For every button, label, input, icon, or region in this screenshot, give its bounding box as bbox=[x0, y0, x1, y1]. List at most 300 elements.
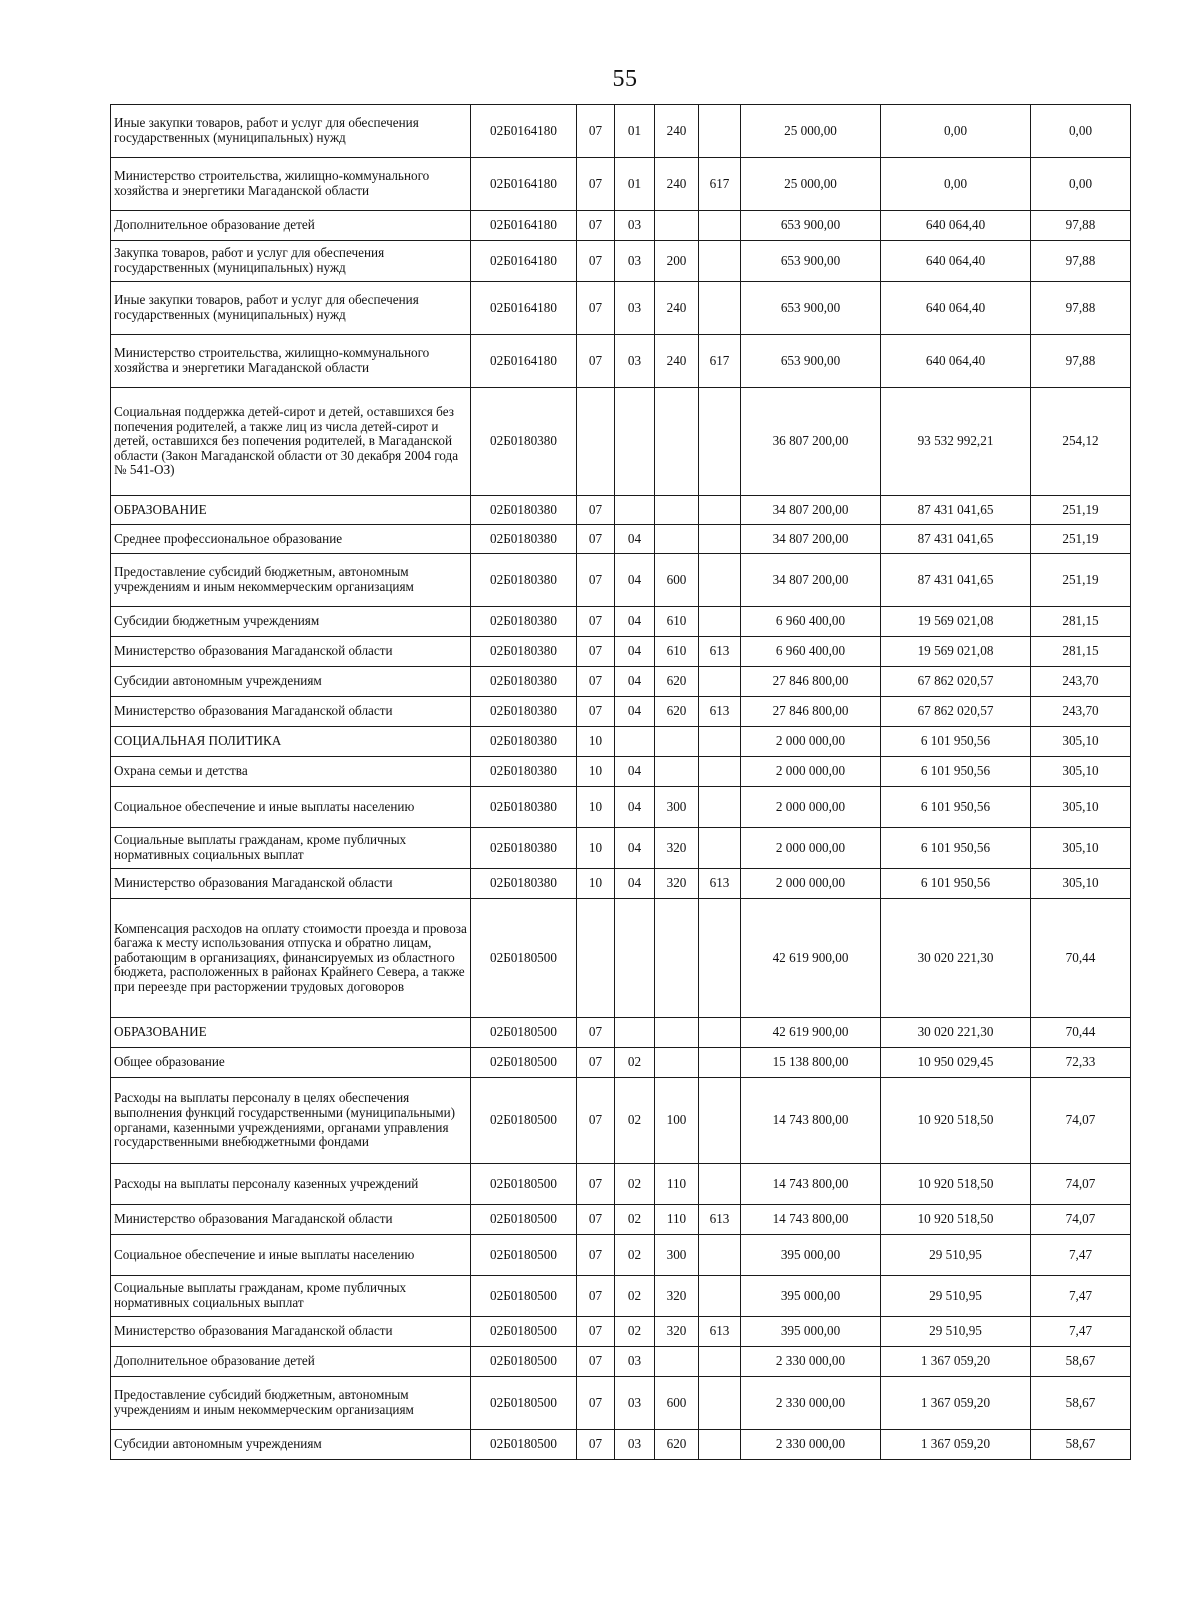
cell-administrator bbox=[699, 667, 741, 697]
cell-section: 07 bbox=[577, 1430, 615, 1460]
cell-name: Министерство образования Магаданской области bbox=[111, 637, 471, 667]
table-row bbox=[111, 525, 1131, 554]
table-row bbox=[111, 158, 1131, 211]
cell-execution-percent: 305,10 bbox=[1031, 828, 1131, 869]
cell-subsection: 03 bbox=[615, 241, 655, 282]
cell-actual-amount: 6 101 950,56 bbox=[881, 869, 1031, 899]
cell-section: 07 bbox=[577, 105, 615, 158]
cell-execution-percent: 70,44 bbox=[1031, 899, 1131, 1018]
cell-planned-amount: 27 846 800,00 bbox=[741, 697, 881, 727]
cell-expense-type bbox=[655, 496, 699, 525]
cell-target-article: 02Б0180380 bbox=[471, 697, 577, 727]
cell-administrator: 613 bbox=[699, 869, 741, 899]
cell-name: ОБРАЗОВАНИЕ bbox=[111, 496, 471, 525]
cell-planned-amount: 14 743 800,00 bbox=[741, 1078, 881, 1164]
cell-expense-type: 200 bbox=[655, 241, 699, 282]
cell-name: Расходы на выплаты персоналу в целях обеспечения выполнения функций государственными (муниципальными) органами, казенными учреждениями, органами управления государственными внебюджетными фондами bbox=[111, 1078, 471, 1164]
cell-planned-amount: 15 138 800,00 bbox=[741, 1048, 881, 1078]
cell-target-article: 02Б0180380 bbox=[471, 727, 577, 757]
cell-actual-amount: 6 101 950,56 bbox=[881, 828, 1031, 869]
cell-actual-amount: 0,00 bbox=[881, 105, 1031, 158]
cell-target-article: 02Б0180500 bbox=[471, 1235, 577, 1276]
cell-section: 10 bbox=[577, 787, 615, 828]
cell-planned-amount: 2 000 000,00 bbox=[741, 828, 881, 869]
cell-expense-type: 610 bbox=[655, 607, 699, 637]
cell-administrator: 617 bbox=[699, 158, 741, 211]
cell-section: 07 bbox=[577, 637, 615, 667]
cell-target-article: 02Б0180380 bbox=[471, 757, 577, 787]
cell-section: 07 bbox=[577, 1235, 615, 1276]
cell-administrator bbox=[699, 554, 741, 607]
table-row bbox=[111, 787, 1131, 828]
cell-subsection: 01 bbox=[615, 105, 655, 158]
cell-expense-type: 240 bbox=[655, 335, 699, 388]
cell-name: Иные закупки товаров, работ и услуг для обеспечения государственных (муниципальных) нужд bbox=[111, 105, 471, 158]
cell-actual-amount: 1 367 059,20 bbox=[881, 1430, 1031, 1460]
cell-expense-type: 100 bbox=[655, 1078, 699, 1164]
cell-execution-percent: 0,00 bbox=[1031, 158, 1131, 211]
cell-section: 07 bbox=[577, 158, 615, 211]
cell-actual-amount: 19 569 021,08 bbox=[881, 607, 1031, 637]
cell-target-article: 02Б0180380 bbox=[471, 637, 577, 667]
cell-expense-type bbox=[655, 757, 699, 787]
cell-planned-amount: 36 807 200,00 bbox=[741, 388, 881, 496]
cell-target-article: 02Б0164180 bbox=[471, 105, 577, 158]
cell-target-article: 02Б0180500 bbox=[471, 1048, 577, 1078]
cell-actual-amount: 640 064,40 bbox=[881, 211, 1031, 241]
cell-expense-type: 320 bbox=[655, 1276, 699, 1317]
cell-section: 07 bbox=[577, 335, 615, 388]
cell-planned-amount: 34 807 200,00 bbox=[741, 554, 881, 607]
cell-actual-amount: 93 532 992,21 bbox=[881, 388, 1031, 496]
cell-section: 10 bbox=[577, 869, 615, 899]
cell-execution-percent: 7,47 bbox=[1031, 1276, 1131, 1317]
table-row bbox=[111, 757, 1131, 787]
cell-subsection: 03 bbox=[615, 1377, 655, 1430]
cell-subsection: 04 bbox=[615, 637, 655, 667]
cell-section: 07 bbox=[577, 282, 615, 335]
cell-target-article: 02Б0180500 bbox=[471, 1377, 577, 1430]
cell-planned-amount: 653 900,00 bbox=[741, 335, 881, 388]
cell-planned-amount: 395 000,00 bbox=[741, 1276, 881, 1317]
table-row bbox=[111, 1205, 1131, 1235]
cell-actual-amount: 30 020 221,30 bbox=[881, 1018, 1031, 1048]
cell-execution-percent: 243,70 bbox=[1031, 697, 1131, 727]
cell-actual-amount: 30 020 221,30 bbox=[881, 899, 1031, 1018]
cell-execution-percent: 97,88 bbox=[1031, 335, 1131, 388]
cell-execution-percent: 58,67 bbox=[1031, 1377, 1131, 1430]
cell-name: Субсидии автономным учреждениям bbox=[111, 1430, 471, 1460]
cell-administrator bbox=[699, 1347, 741, 1377]
cell-target-article: 02Б0180500 bbox=[471, 1078, 577, 1164]
cell-administrator bbox=[699, 525, 741, 554]
cell-subsection: 03 bbox=[615, 1347, 655, 1377]
cell-section bbox=[577, 899, 615, 1018]
cell-execution-percent: 74,07 bbox=[1031, 1205, 1131, 1235]
cell-subsection: 04 bbox=[615, 787, 655, 828]
cell-target-article: 02Б0180500 bbox=[471, 899, 577, 1018]
cell-administrator: 613 bbox=[699, 637, 741, 667]
cell-administrator bbox=[699, 1377, 741, 1430]
table-row bbox=[111, 241, 1131, 282]
cell-subsection: 02 bbox=[615, 1317, 655, 1347]
cell-execution-percent: 281,15 bbox=[1031, 607, 1131, 637]
cell-administrator bbox=[699, 828, 741, 869]
cell-planned-amount: 25 000,00 bbox=[741, 105, 881, 158]
cell-section: 10 bbox=[577, 757, 615, 787]
cell-administrator bbox=[699, 282, 741, 335]
cell-name: Иные закупки товаров, работ и услуг для обеспечения государственных (муниципальных) нужд bbox=[111, 282, 471, 335]
cell-planned-amount: 395 000,00 bbox=[741, 1235, 881, 1276]
cell-planned-amount: 653 900,00 bbox=[741, 241, 881, 282]
cell-actual-amount: 10 950 029,45 bbox=[881, 1048, 1031, 1078]
table-row bbox=[111, 697, 1131, 727]
cell-planned-amount: 14 743 800,00 bbox=[741, 1164, 881, 1205]
cell-section: 07 bbox=[577, 1078, 615, 1164]
table-row bbox=[111, 637, 1131, 667]
cell-target-article: 02Б0180380 bbox=[471, 787, 577, 828]
cell-administrator bbox=[699, 607, 741, 637]
cell-planned-amount: 6 960 400,00 bbox=[741, 637, 881, 667]
cell-target-article: 02Б0180500 bbox=[471, 1164, 577, 1205]
cell-administrator bbox=[699, 1048, 741, 1078]
cell-name: Расходы на выплаты персоналу казенных учреждений bbox=[111, 1164, 471, 1205]
cell-section: 07 bbox=[577, 1317, 615, 1347]
table-row bbox=[111, 1235, 1131, 1276]
cell-execution-percent: 7,47 bbox=[1031, 1235, 1131, 1276]
cell-subsection: 04 bbox=[615, 869, 655, 899]
cell-execution-percent: 305,10 bbox=[1031, 757, 1131, 787]
cell-execution-percent: 97,88 bbox=[1031, 241, 1131, 282]
cell-actual-amount: 1 367 059,20 bbox=[881, 1347, 1031, 1377]
cell-actual-amount: 6 101 950,56 bbox=[881, 727, 1031, 757]
table-row bbox=[111, 667, 1131, 697]
cell-name: ОБРАЗОВАНИЕ bbox=[111, 1018, 471, 1048]
cell-subsection: 04 bbox=[615, 525, 655, 554]
cell-planned-amount: 2 000 000,00 bbox=[741, 869, 881, 899]
table-row bbox=[111, 554, 1131, 607]
cell-planned-amount: 42 619 900,00 bbox=[741, 899, 881, 1018]
cell-name: Закупка товаров, работ и услуг для обеспечения государственных (муниципальных) нужд bbox=[111, 241, 471, 282]
cell-administrator bbox=[699, 241, 741, 282]
cell-section: 07 bbox=[577, 667, 615, 697]
cell-planned-amount: 6 960 400,00 bbox=[741, 607, 881, 637]
cell-name: Министерство образования Магаданской области bbox=[111, 1205, 471, 1235]
cell-actual-amount: 87 431 041,65 bbox=[881, 554, 1031, 607]
cell-name: Субсидии автономным учреждениям bbox=[111, 667, 471, 697]
cell-administrator bbox=[699, 388, 741, 496]
cell-expense-type: 110 bbox=[655, 1205, 699, 1235]
cell-subsection bbox=[615, 388, 655, 496]
cell-expense-type: 320 bbox=[655, 869, 699, 899]
table-row bbox=[111, 1377, 1131, 1430]
table-row bbox=[111, 1078, 1131, 1164]
table-row bbox=[111, 828, 1131, 869]
cell-section: 07 bbox=[577, 607, 615, 637]
cell-target-article: 02Б0180380 bbox=[471, 828, 577, 869]
cell-administrator bbox=[699, 899, 741, 1018]
cell-administrator: 613 bbox=[699, 1205, 741, 1235]
cell-execution-percent: 251,19 bbox=[1031, 554, 1131, 607]
cell-execution-percent: 74,07 bbox=[1031, 1078, 1131, 1164]
cell-actual-amount: 87 431 041,65 bbox=[881, 525, 1031, 554]
cell-expense-type bbox=[655, 388, 699, 496]
cell-expense-type: 600 bbox=[655, 1377, 699, 1430]
cell-execution-percent: 72,33 bbox=[1031, 1048, 1131, 1078]
cell-name: Дополнительное образование детей bbox=[111, 1347, 471, 1377]
cell-name: Министерство строительства, жилищно-коммунального хозяйства и энергетики Магаданской области bbox=[111, 335, 471, 388]
table-row bbox=[111, 1430, 1131, 1460]
table-row bbox=[111, 869, 1131, 899]
cell-target-article: 02Б0180500 bbox=[471, 1018, 577, 1048]
table-row bbox=[111, 1164, 1131, 1205]
table-body bbox=[111, 105, 1131, 1460]
table-row bbox=[111, 282, 1131, 335]
table-row bbox=[111, 727, 1131, 757]
cell-actual-amount: 0,00 bbox=[881, 158, 1031, 211]
cell-actual-amount: 1 367 059,20 bbox=[881, 1377, 1031, 1430]
cell-subsection: 02 bbox=[615, 1078, 655, 1164]
cell-name: Социальная поддержка детей-сирот и детей, оставшихся без попечения родителей, а также лиц из числа детей-сирот и детей, оставшихся без попечения родителей, в Магаданской области (Закон Магаданской области от 30 декабря 2004 года № 541-ОЗ) bbox=[111, 388, 471, 496]
cell-subsection: 01 bbox=[615, 158, 655, 211]
cell-target-article: 02Б0180380 bbox=[471, 388, 577, 496]
cell-expense-type: 240 bbox=[655, 282, 699, 335]
cell-subsection: 03 bbox=[615, 1430, 655, 1460]
cell-planned-amount: 27 846 800,00 bbox=[741, 667, 881, 697]
cell-section: 07 bbox=[577, 554, 615, 607]
cell-execution-percent: 0,00 bbox=[1031, 105, 1131, 158]
cell-subsection: 03 bbox=[615, 211, 655, 241]
cell-expense-type: 620 bbox=[655, 697, 699, 727]
cell-name: Министерство образования Магаданской области bbox=[111, 697, 471, 727]
cell-target-article: 02Б0180380 bbox=[471, 667, 577, 697]
cell-actual-amount: 6 101 950,56 bbox=[881, 787, 1031, 828]
cell-section: 07 bbox=[577, 1347, 615, 1377]
cell-actual-amount: 640 064,40 bbox=[881, 241, 1031, 282]
cell-subsection: 04 bbox=[615, 697, 655, 727]
cell-execution-percent: 281,15 bbox=[1031, 637, 1131, 667]
cell-section: 07 bbox=[577, 525, 615, 554]
table-row bbox=[111, 1317, 1131, 1347]
cell-subsection: 02 bbox=[615, 1205, 655, 1235]
cell-target-article: 02Б0180380 bbox=[471, 554, 577, 607]
cell-expense-type: 240 bbox=[655, 105, 699, 158]
cell-section: 07 bbox=[577, 496, 615, 525]
cell-name: Социальное обеспечение и иные выплаты населению bbox=[111, 1235, 471, 1276]
cell-target-article: 02Б0164180 bbox=[471, 211, 577, 241]
cell-name: Среднее профессиональное образование bbox=[111, 525, 471, 554]
cell-expense-type: 240 bbox=[655, 158, 699, 211]
cell-subsection: 04 bbox=[615, 607, 655, 637]
cell-target-article: 02Б0180500 bbox=[471, 1347, 577, 1377]
cell-administrator bbox=[699, 105, 741, 158]
cell-subsection: 03 bbox=[615, 282, 655, 335]
cell-subsection: 02 bbox=[615, 1276, 655, 1317]
cell-execution-percent: 305,10 bbox=[1031, 787, 1131, 828]
cell-planned-amount: 2 330 000,00 bbox=[741, 1377, 881, 1430]
cell-target-article: 02Б0164180 bbox=[471, 158, 577, 211]
cell-subsection: 04 bbox=[615, 828, 655, 869]
cell-subsection: 04 bbox=[615, 757, 655, 787]
page-number: 55 bbox=[612, 66, 638, 92]
cell-administrator: 613 bbox=[699, 1317, 741, 1347]
table-row bbox=[111, 496, 1131, 525]
cell-planned-amount: 14 743 800,00 bbox=[741, 1205, 881, 1235]
cell-actual-amount: 640 064,40 bbox=[881, 282, 1031, 335]
cell-execution-percent: 97,88 bbox=[1031, 211, 1131, 241]
cell-actual-amount: 67 862 020,57 bbox=[881, 667, 1031, 697]
cell-expense-type bbox=[655, 899, 699, 1018]
cell-execution-percent: 305,10 bbox=[1031, 727, 1131, 757]
cell-name: Дополнительное образование детей bbox=[111, 211, 471, 241]
cell-execution-percent: 58,67 bbox=[1031, 1347, 1131, 1377]
cell-section: 07 bbox=[577, 1377, 615, 1430]
cell-subsection: 02 bbox=[615, 1235, 655, 1276]
cell-administrator: 613 bbox=[699, 697, 741, 727]
cell-name: Социальные выплаты гражданам, кроме публичных нормативных социальных выплат bbox=[111, 1276, 471, 1317]
cell-administrator bbox=[699, 1164, 741, 1205]
cell-expense-type: 620 bbox=[655, 667, 699, 697]
cell-target-article: 02Б0180380 bbox=[471, 607, 577, 637]
cell-expense-type bbox=[655, 525, 699, 554]
cell-name: Субсидии бюджетным учреждениям bbox=[111, 607, 471, 637]
table-row bbox=[111, 1276, 1131, 1317]
cell-planned-amount: 42 619 900,00 bbox=[741, 1018, 881, 1048]
cell-actual-amount: 640 064,40 bbox=[881, 335, 1031, 388]
table-row bbox=[111, 335, 1131, 388]
cell-planned-amount: 2 000 000,00 bbox=[741, 787, 881, 828]
table-row bbox=[111, 607, 1131, 637]
cell-administrator bbox=[699, 1235, 741, 1276]
cell-name: Предоставление субсидий бюджетным, автономным учреждениям и иным некоммерческим организациям bbox=[111, 554, 471, 607]
cell-execution-percent: 254,12 bbox=[1031, 388, 1131, 496]
cell-execution-percent: 58,67 bbox=[1031, 1430, 1131, 1460]
cell-expense-type bbox=[655, 1048, 699, 1078]
cell-target-article: 02Б0180380 bbox=[471, 869, 577, 899]
cell-administrator bbox=[699, 211, 741, 241]
cell-target-article: 02Б0180500 bbox=[471, 1205, 577, 1235]
cell-expense-type: 320 bbox=[655, 828, 699, 869]
cell-subsection: 04 bbox=[615, 667, 655, 697]
cell-section: 07 bbox=[577, 1205, 615, 1235]
cell-section: 10 bbox=[577, 828, 615, 869]
cell-subsection: 02 bbox=[615, 1164, 655, 1205]
table-row bbox=[111, 211, 1131, 241]
cell-expense-type: 610 bbox=[655, 637, 699, 667]
table-row bbox=[111, 899, 1131, 1018]
cell-name: Общее образование bbox=[111, 1048, 471, 1078]
cell-subsection: 04 bbox=[615, 554, 655, 607]
cell-subsection: 02 bbox=[615, 1048, 655, 1078]
cell-section: 07 bbox=[577, 1048, 615, 1078]
cell-planned-amount: 653 900,00 bbox=[741, 282, 881, 335]
cell-planned-amount: 2 000 000,00 bbox=[741, 727, 881, 757]
cell-administrator bbox=[699, 1276, 741, 1317]
cell-section: 07 bbox=[577, 1164, 615, 1205]
table-row bbox=[111, 1048, 1131, 1078]
cell-expense-type: 600 bbox=[655, 554, 699, 607]
cell-actual-amount: 87 431 041,65 bbox=[881, 496, 1031, 525]
cell-planned-amount: 2 330 000,00 bbox=[741, 1347, 881, 1377]
cell-administrator bbox=[699, 1430, 741, 1460]
cell-administrator bbox=[699, 757, 741, 787]
cell-expense-type: 620 bbox=[655, 1430, 699, 1460]
budget-table bbox=[110, 104, 1131, 1460]
cell-administrator: 617 bbox=[699, 335, 741, 388]
cell-expense-type: 300 bbox=[655, 1235, 699, 1276]
table-row bbox=[111, 1018, 1131, 1048]
cell-expense-type: 110 bbox=[655, 1164, 699, 1205]
cell-administrator bbox=[699, 1018, 741, 1048]
cell-planned-amount: 2 000 000,00 bbox=[741, 757, 881, 787]
cell-planned-amount: 34 807 200,00 bbox=[741, 525, 881, 554]
cell-name: Социальные выплаты гражданам, кроме публичных нормативных социальных выплат bbox=[111, 828, 471, 869]
cell-execution-percent: 7,47 bbox=[1031, 1317, 1131, 1347]
cell-target-article: 02Б0180500 bbox=[471, 1317, 577, 1347]
cell-expense-type bbox=[655, 1347, 699, 1377]
cell-expense-type bbox=[655, 1018, 699, 1048]
cell-target-article: 02Б0180380 bbox=[471, 496, 577, 525]
cell-administrator bbox=[699, 787, 741, 828]
cell-expense-type: 320 bbox=[655, 1317, 699, 1347]
cell-subsection: 03 bbox=[615, 335, 655, 388]
cell-actual-amount: 29 510,95 bbox=[881, 1317, 1031, 1347]
cell-name: Министерство образования Магаданской области bbox=[111, 869, 471, 899]
cell-administrator bbox=[699, 496, 741, 525]
cell-actual-amount: 67 862 020,57 bbox=[881, 697, 1031, 727]
cell-execution-percent: 251,19 bbox=[1031, 496, 1131, 525]
cell-execution-percent: 74,07 bbox=[1031, 1164, 1131, 1205]
cell-target-article: 02Б0180380 bbox=[471, 525, 577, 554]
cell-execution-percent: 243,70 bbox=[1031, 667, 1131, 697]
cell-planned-amount: 653 900,00 bbox=[741, 211, 881, 241]
cell-execution-percent: 305,10 bbox=[1031, 869, 1131, 899]
cell-section bbox=[577, 388, 615, 496]
cell-target-article: 02Б0164180 bbox=[471, 335, 577, 388]
cell-name: Министерство строительства, жилищно-коммунального хозяйства и энергетики Магаданской области bbox=[111, 158, 471, 211]
cell-administrator bbox=[699, 1078, 741, 1164]
cell-name: СОЦИАЛЬНАЯ ПОЛИТИКА bbox=[111, 727, 471, 757]
cell-execution-percent: 251,19 bbox=[1031, 525, 1131, 554]
cell-subsection bbox=[615, 899, 655, 1018]
cell-actual-amount: 6 101 950,56 bbox=[881, 757, 1031, 787]
cell-expense-type bbox=[655, 727, 699, 757]
cell-execution-percent: 70,44 bbox=[1031, 1018, 1131, 1048]
cell-target-article: 02Б0180500 bbox=[471, 1276, 577, 1317]
cell-name: Компенсация расходов на оплату стоимости проезда и провоза багажа к месту использования отпуска и обратно лицам, работающим в организациях, финансируемых из областного бюджета, расположенных в районах Крайнего Севера, а также при переезде при расторжении трудовых договоров bbox=[111, 899, 471, 1018]
cell-execution-percent: 97,88 bbox=[1031, 282, 1131, 335]
table-row bbox=[111, 105, 1131, 158]
cell-subsection bbox=[615, 1018, 655, 1048]
cell-section: 07 bbox=[577, 697, 615, 727]
cell-subsection bbox=[615, 496, 655, 525]
cell-actual-amount: 19 569 021,08 bbox=[881, 637, 1031, 667]
table-row bbox=[111, 388, 1131, 496]
cell-administrator bbox=[699, 727, 741, 757]
cell-target-article: 02Б0180500 bbox=[471, 1430, 577, 1460]
cell-name: Социальное обеспечение и иные выплаты населению bbox=[111, 787, 471, 828]
cell-actual-amount: 10 920 518,50 bbox=[881, 1078, 1031, 1164]
cell-planned-amount: 25 000,00 bbox=[741, 158, 881, 211]
cell-section: 07 bbox=[577, 211, 615, 241]
cell-section: 07 bbox=[577, 1018, 615, 1048]
cell-target-article: 02Б0164180 bbox=[471, 282, 577, 335]
cell-actual-amount: 29 510,95 bbox=[881, 1276, 1031, 1317]
cell-name: Министерство образования Магаданской области bbox=[111, 1317, 471, 1347]
cell-subsection bbox=[615, 727, 655, 757]
cell-name: Охрана семьи и детства bbox=[111, 757, 471, 787]
cell-planned-amount: 2 330 000,00 bbox=[741, 1430, 881, 1460]
